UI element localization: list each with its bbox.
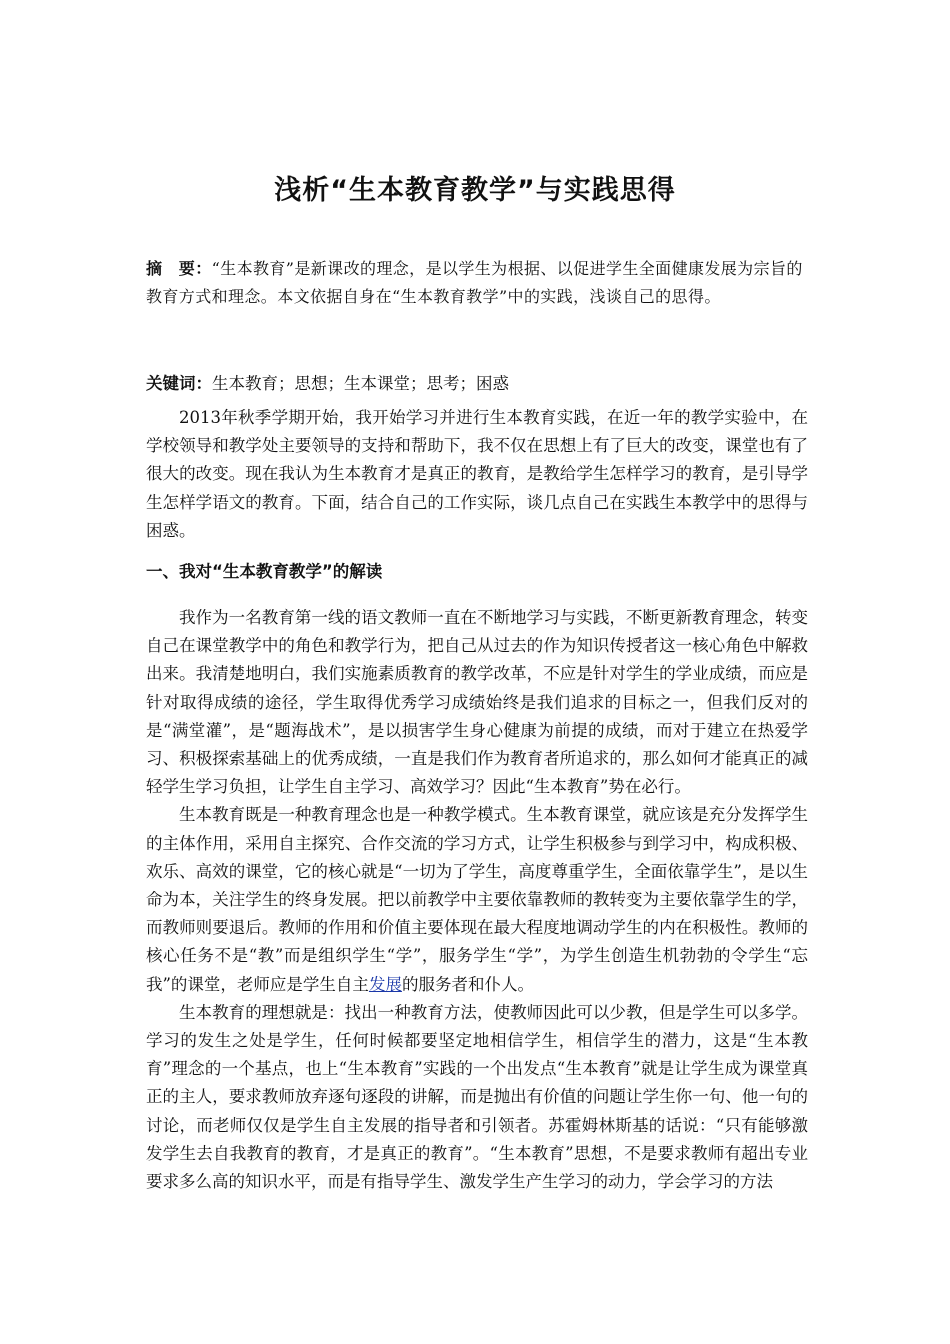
document-title: 浅析“生本教育教学”与实践思得 [274,175,676,206]
abstract [146,255,808,311]
paragraph-2-text-a: 生本教育既是一种教育理念也是一种教学模式。生本教育课堂，就应该是充分发挥学生的主体作用，采用自主探究、合作交流的学习方式，让学生积极参与到学习中，构成积极、欢乐、高效的课堂，它的核心就是“一切为了学生，高度尊重学生，全面依靠学生”，是以生命为本，关注学生的终身发展。把以前教学中主要依靠教师的教转变为主要依靠学生的学，而教师则要退后。教师的作用和价值主要体现在最大程度地调动学生的内在积极性。教师的核心任务不是“教”而是组织学生“学”，服务学生“学”，为学生创造生机勃勃的令学生“忘我”的课堂，老师应是学生自主 [146,805,808,994]
intro-paragraph: 2013年秋季学期开始，我开始学习并进行生本教育实践，在近一年的教学实验中，在学校领导和教学处主要领导的支持和帮助下，我不仅在思想上有了巨大的改变，课堂也有了很大的改变。现在我认为生本教育才是真正的教育，是教给学生怎样学习的教育，是引导学生怎样学语文的教育。下面，结合自己的工作实际，谈几点自己在实践生本教学中的思得与困惑。 [146,408,808,540]
paragraph-2-text-b: 的服务者和仆人。 [401,974,534,994]
body-paragraph-3: 生本教育的理想就是：找出一种教育方法，使教师因此可以少教，但是学生可以多学。学习的发生之处是学生，任何时候都要坚定地相信学生，相信学生的潜力，这是“生本教育”理念的一个基点，也上“生本教育”实践的一个出发点“生本教育”就是让学生成为课堂真正的主人，要求教师放弃逐句逐段的讲解，而是抛出有价值的问题让学生你一句、他一句的讨论，而老师仅仅是学生自主发展的指导者和引领者。苏霍姆林斯基的话说：“只有能够激发学生去自我教育的教育，才是真正的教育”。“生本教育”思想，不是要求教师有超出专业要求多么高的知识水平，而是有指导学生、激发学生产生学习的动力，学会学习的方法 [146,1002,808,1192]
abstract-text: “生本教育”是新课改的理念，是以学生为根据、以促进学生全面健康发展为宗旨的教育方式和理念。本文依据自身在“生本教育教学”中的实践，浅谈自己的思得。 [146,259,803,306]
section-body [146,604,808,1196]
body-paragraph-2 [146,801,808,998]
section-heading: 一、我对“生本教育教学”的解读 [146,562,383,581]
keywords-text: 生本教育；思想；生本课堂；思考；困惑 [212,374,509,393]
body-paragraph-1: 我作为一名教育第一线的语文教师一直在不断地学习与实践，不断更新教育理念，转变自己在课堂教学中的角色和教学行为，把自己从过去的作为知识传授者这一核心角色中解救出来。我清楚地明白，我们实施素质教育的教学改革，不应是针对学生的学业成绩，而应是针对取得成绩的途径，学生取得优秀学习成绩始终是我们追求的目标之一，但我们反对的是“满堂灌”，是“题海战术”，是以损害学生身心健康为前提的成绩，而对于建立在热爱学习、积极探索基础上的优秀成绩，一直是我们作为教育者所追求的，那么如何才能真正的减轻学生学习负担，让学生自主学习、高效学习？因此“生本教育”势在必行。 [146,608,808,797]
keywords-label: 关键词： [146,374,212,393]
keywords [146,370,808,398]
development-link[interactable]: 发展 [368,974,402,994]
abstract-label: 摘 要： [146,259,212,278]
